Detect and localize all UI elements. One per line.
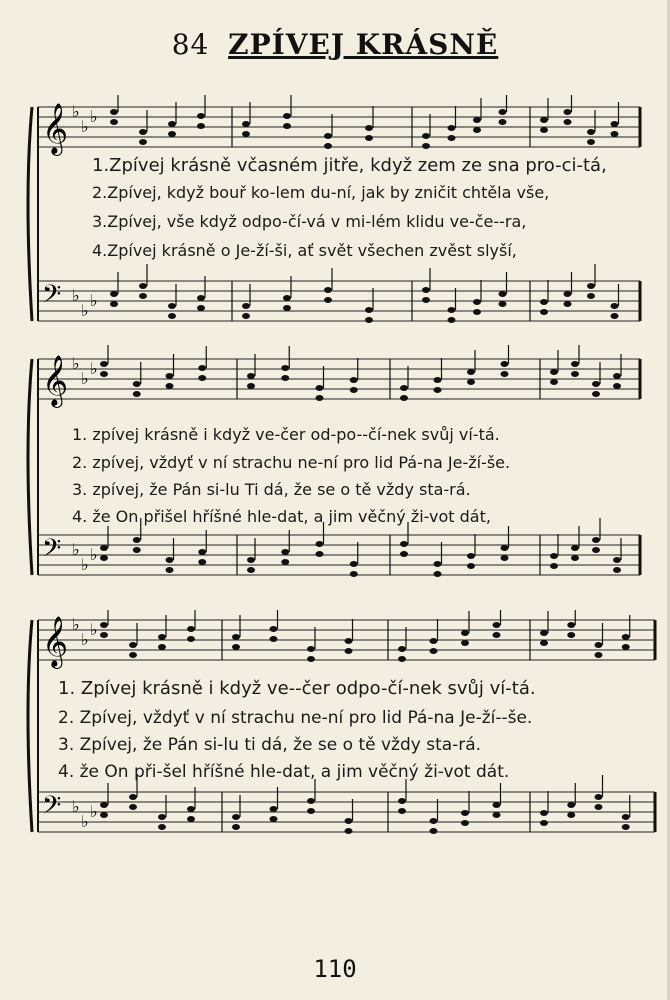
notehead: [187, 806, 195, 812]
flat-icon: ♭: [90, 359, 98, 378]
flat-icon: ♭: [90, 620, 98, 639]
notehead: [133, 381, 141, 387]
notehead: [461, 630, 469, 636]
notehead: [158, 814, 166, 820]
notehead: [473, 127, 481, 133]
verse-3-line-3: 3. Zpívej, že Pán si-lu ti dá, že se o tě vždy sta-rá.: [58, 735, 482, 755]
song-title: [0, 28, 670, 61]
notehead: [592, 547, 600, 553]
notehead: [168, 303, 176, 309]
notehead: [100, 361, 108, 367]
notehead: [110, 109, 118, 115]
notehead: [133, 547, 141, 553]
bass-clef-icon: 𝄢: [42, 534, 62, 569]
notehead: [564, 119, 572, 125]
notehead: [350, 561, 358, 567]
notehead: [100, 802, 108, 808]
flat-icon: ♭: [90, 107, 98, 126]
notehead: [198, 549, 206, 555]
notehead: [595, 652, 603, 658]
treble-clef-icon: 𝄞: [42, 103, 69, 154]
treble-clef-icon: 𝄞: [42, 616, 69, 667]
notehead: [247, 373, 255, 379]
flat-icon: ♭: [81, 555, 89, 574]
notehead: [467, 563, 475, 569]
flat-icon: ♭: [81, 301, 89, 320]
notehead: [400, 395, 408, 401]
notehead: [316, 541, 324, 547]
notehead: [307, 656, 315, 662]
notehead: [611, 313, 619, 319]
flat-icon: ♭: [90, 291, 98, 310]
notehead: [166, 373, 174, 379]
notehead: [345, 648, 353, 654]
notehead: [166, 383, 174, 389]
verse-1-line-2: 1. zpívej krásně i když ve-čer od-po--čí-nek svůj ví-tá.: [72, 425, 500, 444]
flat-icon: ♭: [81, 812, 89, 831]
notehead: [550, 369, 558, 375]
notehead: [540, 127, 548, 133]
notehead: [168, 121, 176, 127]
notehead: [110, 119, 118, 125]
notehead: [622, 814, 630, 820]
notehead: [448, 135, 456, 141]
notehead: [398, 798, 406, 804]
notehead: [448, 125, 456, 131]
notehead: [613, 557, 621, 563]
notehead: [283, 113, 291, 119]
notehead: [324, 287, 332, 293]
notehead: [613, 373, 621, 379]
notehead: [622, 634, 630, 640]
notehead: [540, 309, 548, 315]
notehead: [187, 816, 195, 822]
notehead: [567, 632, 575, 638]
notehead: [613, 567, 621, 573]
notehead: [129, 652, 137, 658]
notehead: [422, 297, 430, 303]
notehead: [499, 109, 507, 115]
notehead: [316, 395, 324, 401]
notehead: [448, 317, 456, 323]
notehead: [501, 555, 509, 561]
notehead: [571, 545, 579, 551]
notehead: [567, 622, 575, 628]
notehead: [400, 541, 408, 547]
notehead: [398, 808, 406, 814]
notehead: [110, 291, 118, 297]
notehead: [434, 561, 442, 567]
notehead: [247, 383, 255, 389]
notehead: [550, 379, 558, 385]
brace-icon: [28, 359, 32, 575]
notehead: [307, 798, 315, 804]
notehead: [540, 640, 548, 646]
notehead: [587, 129, 595, 135]
notehead: [540, 630, 548, 636]
notehead: [493, 812, 501, 818]
notehead: [242, 131, 250, 137]
notehead: [100, 812, 108, 818]
notehead: [247, 567, 255, 573]
notehead: [501, 545, 509, 551]
notehead: [400, 551, 408, 557]
notehead: [198, 365, 206, 371]
notehead: [158, 824, 166, 830]
notehead: [430, 638, 438, 644]
brace-icon: [28, 107, 32, 321]
notehead: [100, 622, 108, 628]
notehead: [461, 820, 469, 826]
flat-icon: ♭: [72, 286, 80, 305]
notehead: [345, 638, 353, 644]
music-system-3: [0, 610, 670, 870]
notehead: [592, 391, 600, 397]
notehead: [158, 644, 166, 650]
notehead: [281, 375, 289, 381]
notehead: [540, 810, 548, 816]
verse-2-line-1: 2.Zpívej, když bouř ko-lem du-ní, jak by zničit chtěla vše,: [92, 183, 550, 202]
notehead: [613, 383, 621, 389]
notehead: [499, 301, 507, 307]
notehead: [587, 293, 595, 299]
notehead: [350, 377, 358, 383]
notehead: [242, 303, 250, 309]
notehead: [587, 139, 595, 145]
notehead: [232, 824, 240, 830]
verse-2-line-2: 2. zpívej, vždyť v ní strachu ne-ní pro lid Pá-na Je-ží-še.: [72, 453, 511, 472]
notehead: [110, 301, 118, 307]
notehead: [622, 824, 630, 830]
notehead: [307, 808, 315, 814]
notehead: [564, 301, 572, 307]
notehead: [595, 794, 603, 800]
notehead: [501, 371, 509, 377]
notehead: [365, 135, 373, 141]
notehead: [365, 307, 373, 313]
notehead: [550, 553, 558, 559]
flat-icon: ♭: [81, 369, 89, 388]
brace-icon: [28, 620, 32, 832]
notehead: [198, 375, 206, 381]
notehead: [571, 371, 579, 377]
flat-icon: ♭: [81, 117, 89, 136]
notehead: [100, 555, 108, 561]
notehead: [473, 309, 481, 315]
notehead: [365, 125, 373, 131]
notehead: [567, 812, 575, 818]
notehead: [422, 287, 430, 293]
notehead: [345, 828, 353, 834]
notehead: [430, 818, 438, 824]
notehead: [467, 379, 475, 385]
notehead: [422, 143, 430, 149]
notehead: [611, 131, 619, 137]
notehead: [540, 820, 548, 826]
notehead: [307, 646, 315, 652]
notehead: [493, 802, 501, 808]
notehead: [430, 828, 438, 834]
notehead: [270, 816, 278, 822]
notehead: [345, 818, 353, 824]
notehead: [540, 117, 548, 123]
notehead: [493, 632, 501, 638]
notehead: [100, 545, 108, 551]
notehead: [461, 640, 469, 646]
verse-3-line-1: 3.Zpívej, vše když odpo-čí-vá v mi-lém klidu ve-če--ra,: [92, 212, 527, 231]
notehead: [324, 297, 332, 303]
notehead: [270, 626, 278, 632]
notehead: [197, 305, 205, 311]
notehead: [133, 537, 141, 543]
notehead: [139, 293, 147, 299]
verse-4-line-3: 4. že On při-šel hříšné hle-dat, a jim věčný ži-vot dát.: [58, 762, 510, 782]
notehead: [567, 802, 575, 808]
notehead: [501, 361, 509, 367]
notehead: [283, 123, 291, 129]
notehead: [232, 644, 240, 650]
notehead: [198, 559, 206, 565]
notehead: [622, 644, 630, 650]
notehead: [133, 391, 141, 397]
notehead: [611, 121, 619, 127]
notehead: [493, 622, 501, 628]
flat-icon: ♭: [72, 797, 80, 816]
notehead: [283, 295, 291, 301]
notehead: [100, 632, 108, 638]
verse-2-line-3: 2. Zpívej, vždyť v ní strachu ne-ní pro lid Pá-na Je-ží--še.: [58, 708, 533, 728]
notehead: [564, 291, 572, 297]
notehead: [448, 307, 456, 313]
notehead: [316, 385, 324, 391]
verse-3-line-2: 3. zpívej, že Pán si-lu Ti dá, že se o tě vždy sta-rá.: [72, 480, 471, 499]
notehead: [398, 656, 406, 662]
notehead: [158, 634, 166, 640]
notehead: [365, 317, 373, 323]
music-system-2: [0, 345, 670, 605]
notehead: [166, 567, 174, 573]
flat-icon: ♭: [90, 545, 98, 564]
verse-1-line-3: 1. Zpívej krásně i když ve--čer odpo-čí-nek svůj ví-tá.: [58, 678, 536, 699]
notehead: [166, 557, 174, 563]
notehead: [434, 377, 442, 383]
verse-4-line-1: 4.Zpívej krásně o Je-ží-ši, ať svět všechen zvěst slyší,: [92, 241, 517, 260]
notehead: [129, 794, 137, 800]
notehead: [467, 553, 475, 559]
notehead: [587, 283, 595, 289]
flat-icon: ♭: [72, 615, 80, 634]
verse-1-line-1: 1.Zpívej krásně včasném jitře, když zem ze sna pro-ci-tá,: [92, 155, 607, 176]
notehead: [473, 299, 481, 305]
notehead: [197, 295, 205, 301]
notehead: [550, 563, 558, 569]
notehead: [316, 551, 324, 557]
notehead: [324, 143, 332, 149]
notehead: [595, 642, 603, 648]
notehead: [398, 646, 406, 652]
notehead: [197, 123, 205, 129]
staff-notation-2: [0, 345, 670, 605]
notehead: [129, 804, 137, 810]
notehead: [571, 361, 579, 367]
notehead: [168, 313, 176, 319]
notehead: [168, 131, 176, 137]
notehead: [281, 549, 289, 555]
notehead: [595, 804, 603, 810]
notehead: [281, 365, 289, 371]
flat-icon: ♭: [72, 102, 80, 121]
page-number: 110: [313, 955, 357, 983]
notehead: [571, 555, 579, 561]
flat-icon: ♭: [72, 354, 80, 373]
notehead: [197, 113, 205, 119]
notehead: [232, 634, 240, 640]
notehead: [540, 299, 548, 305]
notehead: [139, 139, 147, 145]
notehead: [139, 129, 147, 135]
notehead: [422, 133, 430, 139]
notehead: [281, 559, 289, 565]
notehead: [187, 636, 195, 642]
notehead: [434, 387, 442, 393]
flat-icon: ♭: [72, 540, 80, 559]
notehead: [473, 117, 481, 123]
notehead: [434, 571, 442, 577]
notehead: [430, 648, 438, 654]
notehead: [350, 571, 358, 577]
notehead: [611, 303, 619, 309]
notehead: [283, 305, 291, 311]
notehead: [461, 810, 469, 816]
notehead: [187, 626, 195, 632]
notehead: [592, 381, 600, 387]
music-system-1: [0, 95, 670, 335]
notehead: [324, 133, 332, 139]
notehead: [499, 291, 507, 297]
notehead: [100, 371, 108, 377]
song-name: ZPÍVEJ KRÁSNĚ: [228, 28, 499, 61]
flat-icon: ♭: [90, 802, 98, 821]
notehead: [592, 537, 600, 543]
bass-clef-icon: 𝄢: [42, 791, 62, 826]
notehead: [139, 283, 147, 289]
notehead: [499, 119, 507, 125]
notehead: [232, 814, 240, 820]
notehead: [270, 636, 278, 642]
notehead: [242, 313, 250, 319]
notehead: [242, 121, 250, 127]
notehead: [270, 806, 278, 812]
bass-clef-icon: 𝄢: [42, 280, 62, 315]
flat-icon: ♭: [81, 630, 89, 649]
notehead: [400, 385, 408, 391]
notehead: [129, 642, 137, 648]
notehead: [467, 369, 475, 375]
notehead: [564, 109, 572, 115]
verse-4-line-2: 4. že On přišel hříšné hle-dat, a jim věčný ži-vot dát,: [72, 507, 491, 526]
notehead: [247, 557, 255, 563]
notehead: [350, 387, 358, 393]
song-number: 84: [171, 28, 210, 61]
treble-clef-icon: 𝄞: [42, 355, 69, 406]
